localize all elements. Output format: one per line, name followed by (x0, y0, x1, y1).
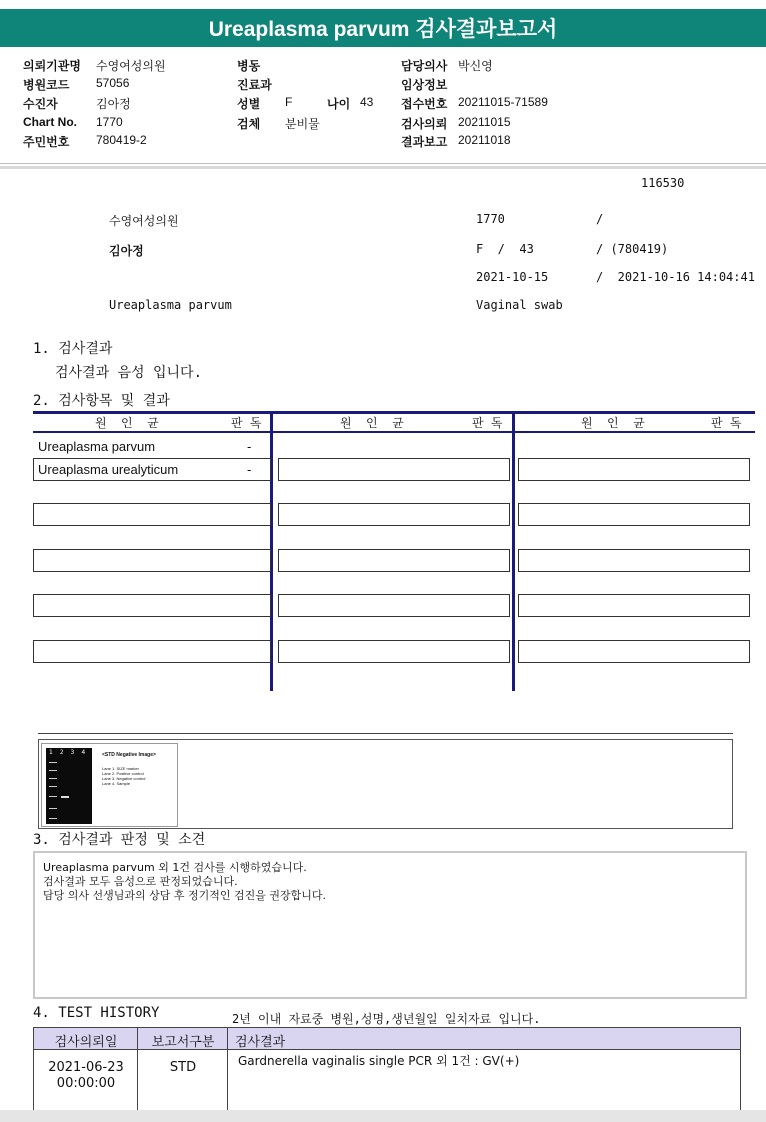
header-result: 판 독 (472, 416, 503, 430)
result-cell (518, 458, 750, 481)
specimen: 분비물 (285, 117, 320, 131)
label-clinical-info: 임상정보 (401, 78, 448, 92)
result-cell (278, 549, 510, 572)
label-ward: 병동 (237, 59, 261, 73)
report-date: 20211018 (458, 133, 511, 147)
history-result: Gardnerella vaginalis single PCR 외 1건 : GV(+) (238, 1054, 520, 1068)
report-code: 116530 (641, 176, 685, 190)
divider (38, 733, 733, 734)
result-cell (518, 549, 750, 572)
history-type: STD (169, 1060, 197, 1075)
info-block (0, 52, 766, 162)
result-cell (518, 503, 750, 526)
gel-legend-item: Lane 1. SIZE marker (102, 766, 139, 771)
label-sex: 성별 (237, 97, 261, 111)
age: 43 (360, 95, 374, 109)
page-bottom-strip (0, 1110, 766, 1122)
history-date: 2021-06-23 (48, 1060, 124, 1075)
label-hospital-code: 병원코드 (23, 78, 70, 92)
history-note: 2년 이내 자료중 병원,성명,생년월일 일치자료 입니다. (232, 1012, 541, 1026)
label-requesting-institution: 의뢰기관명 (23, 59, 81, 73)
gel-lane-numbers: 1 2 3 4 (49, 749, 86, 756)
gel-legend-item: Lane 4. Sample (102, 781, 131, 786)
label-report-date: 결과보고 (401, 135, 448, 149)
pathogen-name: Ureaplasma urealyticum (38, 462, 179, 477)
history-table (33, 1027, 741, 1111)
requesting-institution: 수영여성의원 (96, 59, 166, 73)
opinion-box (33, 851, 747, 999)
result-cell (278, 458, 510, 481)
label-patient: 수진자 (23, 97, 58, 111)
label-request-date: 검사의뢰 (401, 117, 448, 131)
gel-photo (46, 748, 92, 824)
summary-date-reported: / 2021-10-16 14:04:41 (596, 270, 755, 284)
summary-sex-age: F / 43 (476, 242, 534, 256)
summary-slash: / (596, 212, 604, 226)
request-date: 20211015 (458, 115, 511, 129)
section-1-title: 1. 검사결과 (33, 341, 113, 357)
label-resident-no: 주민번호 (23, 135, 70, 149)
result-cell (278, 594, 510, 617)
summary-test-name: Ureaplasma parvum (109, 298, 232, 312)
gel-image (41, 743, 178, 827)
history-time: 00:00:00 (56, 1076, 116, 1091)
marker-band (49, 808, 57, 809)
section-3-title: 3. 검사결과 판정 및 소견 (33, 832, 206, 848)
pathogen-result: - (247, 439, 252, 454)
result-cell (33, 640, 271, 663)
hospital-code: 57056 (96, 76, 130, 90)
marker-band (49, 778, 57, 779)
summary-specimen: Vaginal swab (476, 298, 563, 312)
summary-patient: 김아정 (109, 244, 144, 258)
result-cell (33, 549, 271, 572)
opinion-line: 담당 의사 선생님과의 상담 후 정기적인 검진을 권장합니다. (43, 889, 326, 902)
summary-hospital: 수영여성의원 (109, 214, 179, 228)
physician: 박신영 (458, 59, 493, 73)
divider (0, 166, 766, 169)
history-header-date: 검사의뢰일 (54, 1035, 118, 1050)
label-specimen: 검체 (237, 117, 261, 131)
label-department: 진료과 (237, 78, 272, 92)
header-pathogen: 원 인 균 (340, 416, 404, 430)
chart-no: 1770 (96, 115, 123, 129)
label-receipt-no: 접수번호 (401, 97, 448, 111)
header-result: 판 독 (711, 416, 742, 430)
result-cell (33, 594, 271, 617)
marker-band (49, 786, 57, 787)
label-physician: 담당의사 (401, 59, 448, 73)
header-pathogen: 원 인 균 (581, 416, 645, 430)
label-chart-no: Chart No. (23, 115, 77, 129)
report-title: Ureaplasma parvum 검사결과보고서 (0, 9, 766, 47)
result-cell (278, 640, 510, 663)
positive-band (61, 796, 69, 798)
gel-title: <STD Negative Image> (102, 752, 156, 758)
marker-band (49, 818, 57, 819)
marker-band (49, 762, 57, 763)
patient-name: 김아정 (96, 97, 131, 111)
section-2-title: 2. 검사항목 및 결과 (33, 393, 170, 409)
summary-date-requested: 2021-10-15 (476, 270, 549, 284)
marker-band (49, 770, 57, 771)
gel-legend-item: Lane 2. Positive control (102, 771, 144, 776)
result-cell (33, 503, 271, 526)
header-result: 판 독 (231, 416, 262, 430)
receipt-no: 20211015-71589 (458, 95, 548, 109)
opinion-line: Ureaplasma parvum 외 1건 검사를 시행하였습니다. (43, 861, 307, 874)
table-header-rule (33, 431, 755, 433)
header-pathogen: 원 인 균 (95, 416, 159, 430)
pathogen-name: Ureaplasma parvum (38, 439, 156, 454)
history-header-type: 보고서구분 (151, 1035, 215, 1050)
label-age: 나이 (327, 97, 351, 111)
pathogen-result: - (247, 462, 252, 477)
history-header-result: 검사결과 (235, 1035, 286, 1050)
opinion-line: 검사결과 모두 음성으로 판정되었습니다. (43, 875, 238, 888)
opinion-text (43, 861, 326, 903)
section-4-title: 4. TEST HISTORY (33, 1005, 160, 1021)
section-1-result: 검사결과 음성 입니다. (55, 365, 203, 381)
resident-no: 780419-2 (96, 133, 147, 147)
result-cell (518, 640, 750, 663)
table-column-divider (512, 411, 515, 691)
summary-chart: 1770 (476, 212, 505, 226)
result-cell (278, 503, 510, 526)
divider (0, 163, 766, 164)
result-cell (518, 594, 750, 617)
sex: F (285, 95, 293, 109)
gel-legend (102, 766, 145, 786)
gel-legend-item: Lane 3. Negative control (102, 776, 146, 781)
marker-band (49, 796, 57, 797)
summary-birth: / (780419) (596, 242, 669, 256)
